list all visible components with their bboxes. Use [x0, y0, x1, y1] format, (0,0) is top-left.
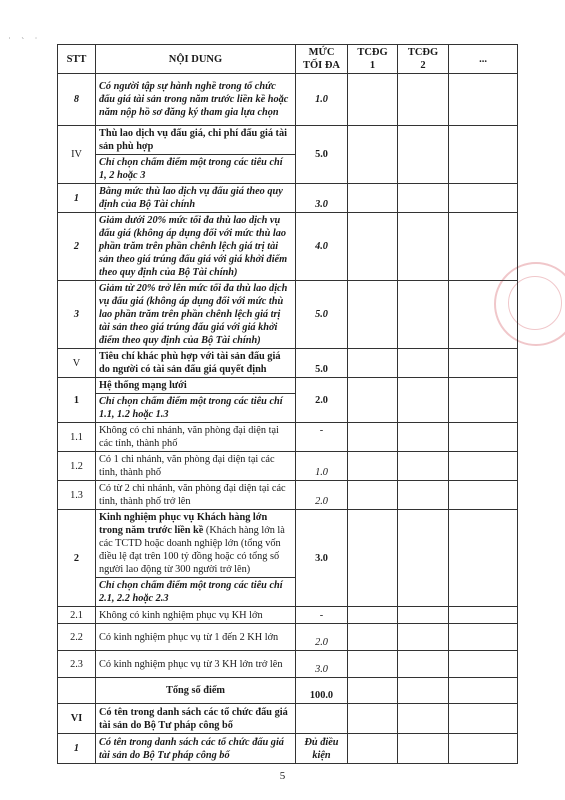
row-more — [449, 281, 518, 349]
row-max: 1.0 — [296, 452, 348, 481]
row-content: Không có kinh nghiệm phục vụ KH lớn — [96, 607, 296, 624]
row-tcdg1 — [348, 423, 398, 452]
row-max: 4.0 — [296, 213, 348, 281]
header-tcdg2: TCĐG 2 — [398, 45, 449, 74]
row-more — [449, 126, 518, 184]
row-more — [449, 510, 518, 607]
row-tcdg1 — [348, 510, 398, 607]
row-more — [449, 734, 518, 764]
row-tcdg2 — [398, 651, 449, 678]
row-content: Giảm dưới 20% mức tối đa thù lao dịch vụ đấu giá (không áp dụng đối với mức thù lao phần trăm trên phần chênh lệch giá trị tài sản theo giá trúng đấu giá với giá khởi điểm theo quy định của Bộ Tài chính) — [96, 213, 296, 281]
row-tcdg1 — [348, 481, 398, 510]
row-max: - — [296, 607, 348, 624]
total-value: 100.0 — [296, 678, 348, 704]
row-stt: 2 — [58, 213, 96, 281]
row-tcdg2 — [398, 607, 449, 624]
row-max: 3.0 — [296, 651, 348, 678]
total-row — [58, 678, 518, 704]
table-row — [58, 126, 518, 155]
row-more — [449, 378, 518, 423]
row-tcdg1 — [348, 734, 398, 764]
row-tcdg2 — [398, 378, 449, 423]
row-tcdg1 — [348, 452, 398, 481]
row-more — [449, 184, 518, 213]
row-content: Kinh nghiệm phục vụ Khách hàng lớn trong năm trước liền kề (Khách hàng lớn là các TCTD hoặc doanh nghiệp lớn (tổng vốn điều lệ đạt trên 100 tỷ đồng hoặc có tổng số người lao động từ 300 người trở lên) — [96, 510, 296, 578]
table-row — [58, 378, 518, 394]
row-more — [449, 678, 518, 704]
row-stt: 1.3 — [58, 481, 96, 510]
row-max: Đủ điều kiện — [296, 734, 348, 764]
row-content: Thù lao dịch vụ đấu giá, chi phí đấu giá tài sản phù hợp — [96, 126, 296, 155]
page-number: 5 — [279, 770, 286, 782]
row-more — [449, 704, 518, 734]
table-row — [58, 281, 518, 349]
table-row — [58, 481, 518, 510]
row-tcdg1 — [348, 378, 398, 423]
row-tcdg1 — [348, 624, 398, 651]
row-max — [296, 704, 348, 734]
row-stt: 2.1 — [58, 607, 96, 624]
header-row — [58, 45, 518, 74]
row-tcdg2 — [398, 126, 449, 184]
table-row — [58, 349, 518, 378]
row-max: 5.0 — [296, 349, 348, 378]
table-row — [58, 607, 518, 624]
row-tcdg1 — [348, 184, 398, 213]
row-tcdg2 — [398, 510, 449, 607]
row-max: 2.0 — [296, 378, 348, 423]
row-max: - — [296, 423, 348, 452]
row-max: 3.0 — [296, 510, 348, 607]
row-content: Có kinh nghiệm phục vụ từ 3 KH lớn trở lên — [96, 651, 296, 678]
row-more — [449, 423, 518, 452]
header-stt: STT — [58, 45, 96, 74]
row-content-sub: Chỉ chọn chấm điểm một trong các tiêu chí 1, 2 hoặc 3 — [96, 155, 296, 184]
row-more — [449, 481, 518, 510]
row-stt — [58, 678, 96, 704]
table-row — [58, 624, 518, 651]
row-max: 2.0 — [296, 481, 348, 510]
row-stt: 1 — [58, 378, 96, 423]
row-content: Có 1 chi nhánh, văn phòng đại diện tại các tỉnh, thành phố — [96, 452, 296, 481]
row-more — [449, 349, 518, 378]
table-row — [58, 452, 518, 481]
row-tcdg2 — [398, 452, 449, 481]
row-tcdg2 — [398, 349, 449, 378]
row-stt: V — [58, 349, 96, 378]
row-section-title: Hệ thống mạng lưới — [96, 378, 296, 394]
row-stt: 2.3 — [58, 651, 96, 678]
table-row — [58, 734, 518, 764]
table-row — [58, 423, 518, 452]
row-more — [449, 452, 518, 481]
row-tcdg2 — [398, 74, 449, 126]
row-content: Không có chi nhánh, văn phòng đại diện tại các tỉnh, thành phố — [96, 423, 296, 452]
row-stt: 1.1 — [58, 423, 96, 452]
row-stt: 1 — [58, 184, 96, 213]
header-max: MỨC TỐI ĐA — [296, 45, 348, 74]
row-tcdg2 — [398, 423, 449, 452]
header-more: ... — [449, 45, 518, 74]
row-more — [449, 651, 518, 678]
table-row — [58, 510, 518, 578]
row-tcdg1 — [348, 651, 398, 678]
row-tcdg1 — [348, 213, 398, 281]
row-stt: IV — [58, 126, 96, 184]
table-row — [58, 651, 518, 678]
row-max: 5.0 — [296, 281, 348, 349]
row-stt: 1.2 — [58, 452, 96, 481]
row-content-sub: Chỉ chọn chấm điểm một trong các tiêu chí 2.1, 2.2 hoặc 2.3 — [96, 578, 296, 607]
table-row — [58, 704, 518, 734]
row-content: Có người tập sự hành nghề trong tổ chức đấu giá tài sản trong năm trước liền kề hoặc năm nộp hồ sơ đăng ký tham gia lựa chọn — [96, 74, 296, 126]
row-content: Tiêu chí khác phù hợp với tài sản đấu giá do người có tài sản đấu giá quyết định — [96, 349, 296, 378]
row-stt: 2.2 — [58, 624, 96, 651]
row-tcdg2 — [398, 184, 449, 213]
row-tcdg1 — [348, 607, 398, 624]
row-stt: 1 — [58, 734, 96, 764]
total-label: Tổng số điểm — [96, 678, 296, 704]
row-stt: VI — [58, 704, 96, 734]
row-tcdg2 — [398, 481, 449, 510]
row-more — [449, 607, 518, 624]
row-tcdg1 — [348, 678, 398, 704]
row-tcdg2 — [398, 734, 449, 764]
row-tcdg1 — [348, 704, 398, 734]
row-content: Chỉ chọn chấm điểm một trong các tiêu chí 1.1, 1.2 hoặc 1.3 — [96, 394, 296, 423]
scan-specks: ˙ ` ˙ — [8, 36, 42, 46]
row-stt: 2 — [58, 510, 96, 607]
row-content: Bằng mức thù lao dịch vụ đấu giá theo quy định của Bộ Tài chính — [96, 184, 296, 213]
row-tcdg1 — [348, 349, 398, 378]
row-tcdg2 — [398, 678, 449, 704]
row-max: 5.0 — [296, 126, 348, 184]
row-max: 3.0 — [296, 184, 348, 213]
row-tcdg1 — [348, 126, 398, 184]
row-tcdg2 — [398, 213, 449, 281]
row-tcdg1 — [348, 74, 398, 126]
row-max: 1.0 — [296, 74, 348, 126]
header-content: NỘI DUNG — [96, 45, 296, 74]
row-stt: 8 — [58, 74, 96, 126]
row-tcdg2 — [398, 704, 449, 734]
header-tcdg1: TCĐG 1 — [348, 45, 398, 74]
row-stt: 3 — [58, 281, 96, 349]
row-content: Giảm từ 20% trở lên mức tối đa thù lao dịch vụ đấu giá (không áp dụng đối với mức thù lao phần trăm trên phần chênh lệch giá trị tài sản theo giá trúng đấu giá với giá khởi điểm theo quy định của Bộ Tài chính) — [96, 281, 296, 349]
scoring-table — [57, 44, 518, 764]
row-max: 2.0 — [296, 624, 348, 651]
table-row — [58, 184, 518, 213]
row-more — [449, 213, 518, 281]
table-row — [58, 74, 518, 126]
row-tcdg2 — [398, 281, 449, 349]
row-more — [449, 74, 518, 126]
row-content: Có từ 2 chi nhánh, văn phòng đại diện tại các tỉnh, thành phố trở lên — [96, 481, 296, 510]
row-content: Có tên trong danh sách các tổ chức đấu giá tài sản do Bộ Tư pháp công bố — [96, 704, 296, 734]
row-content: Có kinh nghiệm phục vụ từ 1 đến 2 KH lớn — [96, 624, 296, 651]
row-tcdg1 — [348, 281, 398, 349]
row-tcdg2 — [398, 624, 449, 651]
row-content: Có tên trong danh sách các tổ chức đấu giá tài sản do Bộ Tư pháp công bố — [96, 734, 296, 764]
table-row — [58, 213, 518, 281]
row-more — [449, 624, 518, 651]
